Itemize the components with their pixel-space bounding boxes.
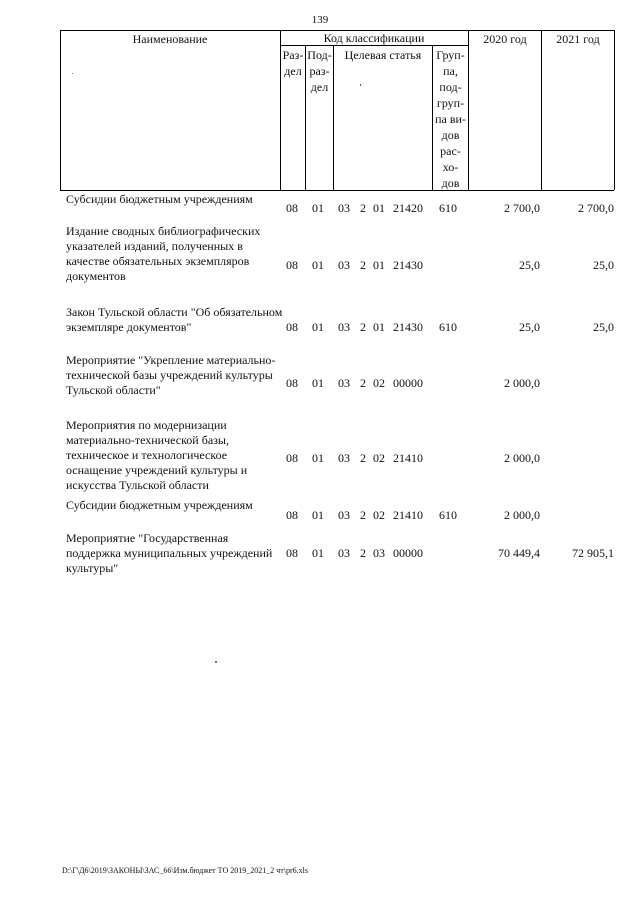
scan-speck <box>215 661 217 663</box>
row-target-subprogram: 2 <box>360 451 366 465</box>
scan-speck <box>360 84 361 86</box>
row-target-direction: 00000 <box>393 546 423 560</box>
row-razdel: 08 <box>286 376 298 390</box>
row-target-measure: 02 <box>373 376 385 390</box>
row-podrazdel: 01 <box>312 508 324 522</box>
row-target-program: 03 <box>338 546 350 560</box>
row-target-direction: 00000 <box>393 376 423 390</box>
scan-speck <box>72 73 73 74</box>
row-name: Субсидии бюджетным учреждениям <box>66 498 253 512</box>
row-target-measure: 01 <box>373 258 385 272</box>
page-number: 139 <box>311 14 329 26</box>
header-target: Целевая статья <box>344 48 422 62</box>
row-target-direction: 21420 <box>393 201 423 215</box>
row-target-measure: 02 <box>373 508 385 522</box>
header-2020: 2020 год <box>483 32 527 46</box>
row-name: Закон Тульской области "Об обязательном экземпляре документов" <box>66 305 283 334</box>
header-right-border <box>614 30 615 190</box>
row-2021: 72 905,1 <box>572 546 614 560</box>
row-razdel: 08 <box>286 546 298 560</box>
header-divider-subsection <box>333 45 334 190</box>
row-vid: 610 <box>439 320 457 334</box>
row-target-program: 03 <box>338 320 350 334</box>
header-divider-group <box>468 30 469 190</box>
row-target-direction: 21410 <box>393 451 423 465</box>
header-group: Груп- па, под- груп- па ви- дов рас- хо- дов <box>435 48 466 190</box>
row-target-direction: 21410 <box>393 508 423 522</box>
row-target-subprogram: 2 <box>360 258 366 272</box>
row-razdel: 08 <box>286 201 298 215</box>
row-target-subprogram: 2 <box>360 201 366 215</box>
row-podrazdel: 01 <box>312 320 324 334</box>
header-divider-2020 <box>541 30 542 190</box>
row-target-program: 03 <box>338 376 350 390</box>
row-name: Субсидии бюджетным учреждениям <box>66 192 253 206</box>
row-vid: 610 <box>439 201 457 215</box>
row-2020: 25,0 <box>519 320 540 334</box>
row-target-program: 03 <box>338 258 350 272</box>
header-left-border <box>60 30 61 190</box>
row-2020: 70 449,4 <box>498 546 540 560</box>
row-name: Издание сводных библиографических указателей изданий, полученных в качестве обязательных экземпляров документов <box>66 224 261 283</box>
row-2021: 25,0 <box>593 320 614 334</box>
header-name: Наименование <box>132 32 208 46</box>
row-2021: 2 700,0 <box>578 201 614 215</box>
row-target-measure: 01 <box>373 320 385 334</box>
row-2021: 25,0 <box>593 258 614 272</box>
row-target-subprogram: 2 <box>360 508 366 522</box>
row-podrazdel: 01 <box>312 258 324 272</box>
row-razdel: 08 <box>286 508 298 522</box>
row-target-measure: 01 <box>373 201 385 215</box>
row-target-subprogram: 2 <box>360 320 366 334</box>
row-target-program: 03 <box>338 508 350 522</box>
header-code: Код классификации <box>323 31 425 45</box>
row-2020: 2 000,0 <box>504 376 540 390</box>
header-section: Раз- дел <box>282 48 304 78</box>
row-2020: 2 700,0 <box>504 201 540 215</box>
row-target-subprogram: 2 <box>360 376 366 390</box>
row-razdel: 08 <box>286 320 298 334</box>
row-2020: 25,0 <box>519 258 540 272</box>
row-vid: 610 <box>439 508 457 522</box>
row-podrazdel: 01 <box>312 546 324 560</box>
row-razdel: 08 <box>286 258 298 272</box>
row-podrazdel: 01 <box>312 451 324 465</box>
row-target-program: 03 <box>338 201 350 215</box>
row-target-direction: 21430 <box>393 320 423 334</box>
row-target-program: 03 <box>338 451 350 465</box>
row-target-measure: 03 <box>373 546 385 560</box>
row-podrazdel: 01 <box>312 201 324 215</box>
row-podrazdel: 01 <box>312 376 324 390</box>
row-target-direction: 21430 <box>393 258 423 272</box>
row-target-subprogram: 2 <box>360 546 366 560</box>
row-name: Мероприятие "Государственная поддержка муниципальных учреждений культуры" <box>66 531 273 575</box>
file-path-footer: D:\Г\Д6\2019\ЗАКОНЫ\ЗАС_66\Изм.бюджет ТО 2019_2021_2 чт\pr6.xls <box>62 866 308 875</box>
row-name: Мероприятия по модернизации материально-технической базы, техническое и технологическое оснащение учреждений культуры и искусства Тульской области <box>66 418 248 492</box>
row-2020: 2 000,0 <box>504 508 540 522</box>
header-bottom-border <box>60 190 614 191</box>
row-target-measure: 02 <box>373 451 385 465</box>
header-2021: 2021 год <box>556 32 600 46</box>
row-2020: 2 000,0 <box>504 451 540 465</box>
header-subsection: Под- раз- дел <box>307 48 332 94</box>
row-razdel: 08 <box>286 451 298 465</box>
row-name: Мероприятие "Укрепление материально-технической базы учреждений культуры Тульской области" <box>66 353 276 397</box>
